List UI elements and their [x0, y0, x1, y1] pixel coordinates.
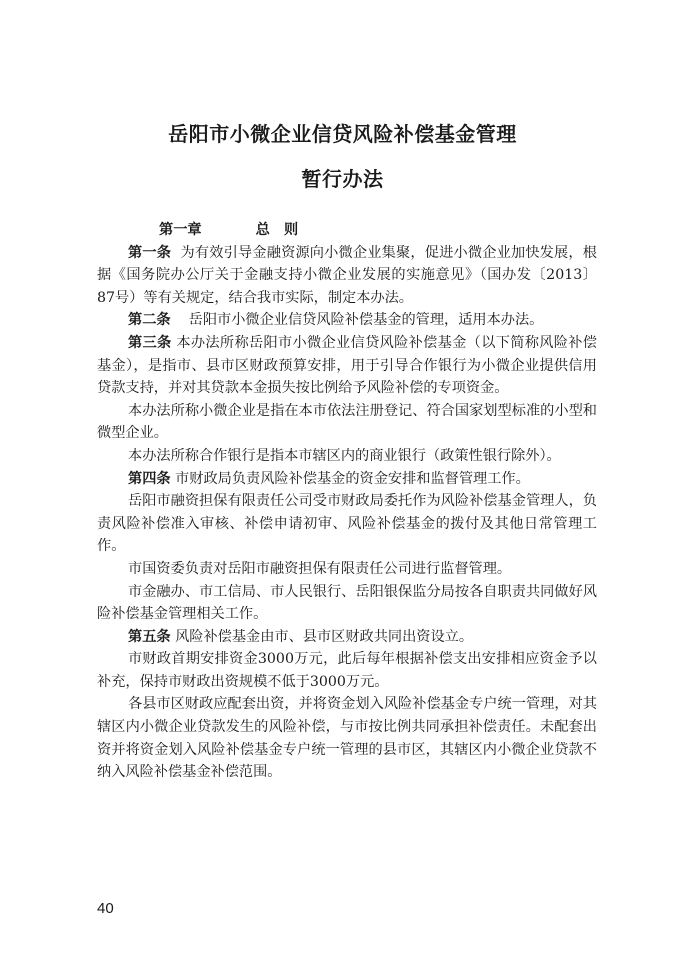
sasac-supervision-paragraph: 市国资委负责对岳阳市融资担保有限责任公司进行监督管理。 [128, 560, 512, 577]
article-3-label: 第三条 [128, 334, 172, 351]
departments-duty-paragraph: 市金融办、市工信局、市人民银行、岳阳银保监分局按各自职责共同做好风险补偿基金管理相关工作。 [97, 583, 597, 623]
document-title-line-1: 岳阳市小微企业信贷风险补偿基金管理 [168, 122, 517, 146]
chapter-number: 第一章 [159, 222, 202, 238]
article-1-label: 第一条 [128, 244, 172, 261]
chapter-name: 总 则 [255, 222, 299, 238]
article-4-text: 市财政局负责风险补偿基金的资金安排和监督管理工作。 [175, 470, 530, 487]
article-2-text: 岳阳市小微企业信贷风险补偿基金的管理，适用本办法。 [188, 312, 544, 329]
page-number: 40 [97, 900, 114, 917]
article-2-paragraph [97, 309, 597, 332]
chapter-heading [97, 219, 597, 242]
article-5-text: 风险补偿基金由市、县市区财政共同出资设立。 [175, 628, 474, 645]
city-funding-paragraph: 市财政首期安排资金3000万元，此后每年根据补偿支出安排相应资金予以补充，保持市财政出资规模不低于3000万元。 [97, 651, 597, 690]
article-5-label: 第五条 [128, 628, 171, 645]
small-micro-definition-paragraph: 本办法所称小微企业是指在本市依法注册登记、符合国家划型标准的小型和微型企业。 [97, 402, 597, 442]
article-3-paragraph [97, 332, 597, 400]
county-funding-paragraph: 各县市区财政应配套出资，并将资金划入风险补偿基金专户统一管理，对其辖区内小微企业贷款发生的风险补偿，与市按比例共同承担补偿责任。未配套出资并将资金划入风险补偿基金专户统一管理的县市区，其辖区内小微企业贷款不纳入风险补偿基金补偿范围。 [97, 696, 597, 781]
cooperative-bank-definition-paragraph: 本办法所称合作银行是指本市辖区内的商业银行（政策性银行除外）。 [128, 447, 561, 464]
article-2-label: 第二条 [128, 312, 171, 329]
article-4-label: 第四条 [128, 470, 171, 487]
fund-manager-paragraph: 岳阳市融资担保有限责任公司受市财政局委托作为风险补偿基金管理人，负责风险补偿准入审核、补偿申请初审、风险补偿基金的拨付及其他日常管理工作。 [97, 493, 597, 555]
article-1-text: 为有效引导金融资源向小微企业集聚，促进小微企业加快发展，根据《国务院办公厅关于金融支持小微企业发展的实施意见》（国办发〔2013〕87号）等有关规定，结合我市实际，制定本办法。 [97, 244, 597, 306]
document-body [97, 219, 597, 784]
article-3-text: 本办法所称岳阳市小微企业信贷风险补偿基金（以下简称风险补偿基金），是指市、县市区财政预算安排，用于引导合作银行为小微企业提供信用贷款支持，并对其贷款本金损失按比例给予风险补偿的专项资金。 [97, 334, 597, 397]
article-5-paragraph [97, 626, 597, 649]
article-1-paragraph [97, 242, 597, 310]
article-4-paragraph [97, 468, 597, 491]
document-title-line-2: 暂行办法 [301, 167, 384, 191]
